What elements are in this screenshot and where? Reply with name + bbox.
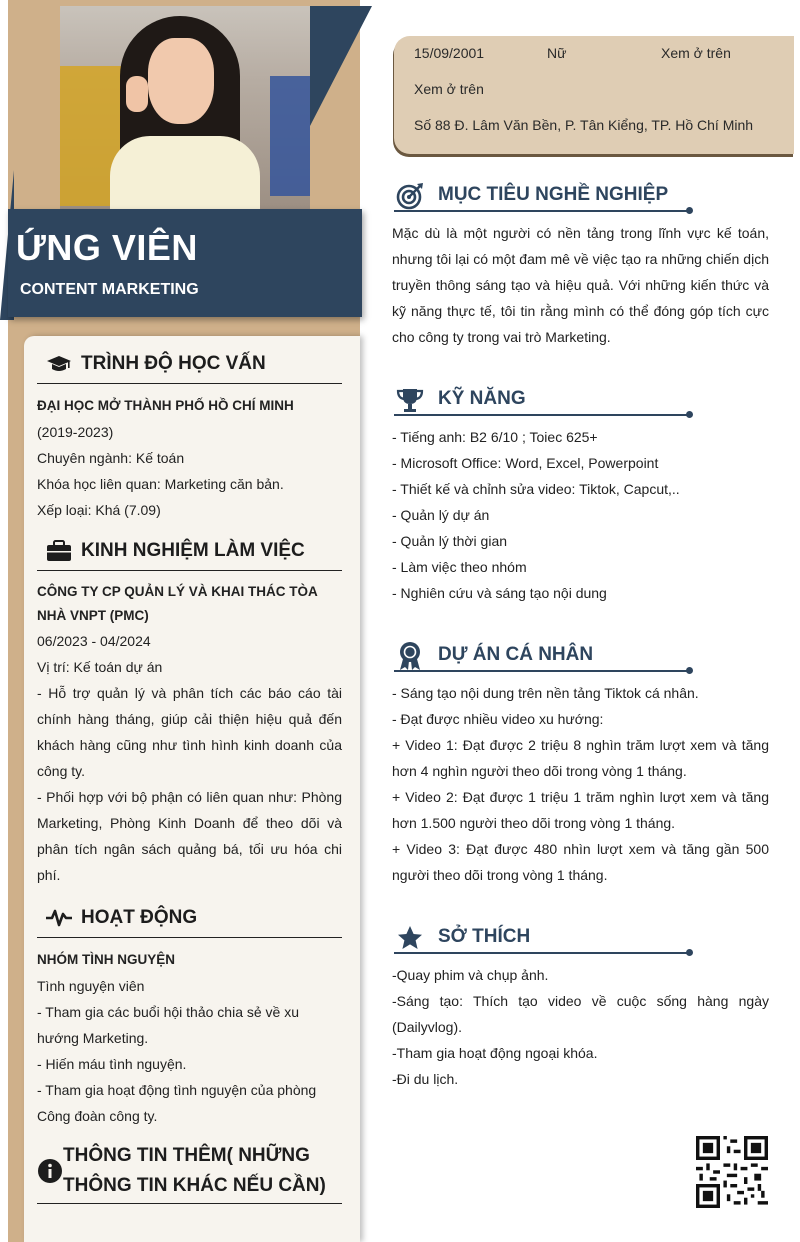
info-icon [37,1158,63,1184]
objective-header [394,176,694,216]
skills-title: KỸ NĂNG [438,388,526,409]
hobby-item: -Tham gia hoạt động ngoại khóa. [392,1045,598,1061]
info-dob: 15/09/2001 [414,45,485,61]
activity-item-2: - Hiến máu tình nguyện. [37,1056,187,1072]
activities-header [37,898,342,938]
skill-item: - Thiết kế và chỉnh sửa video: Tiktok, Capcut,.. [392,481,680,497]
name-banner [8,209,362,317]
info-phone: Xem ở trên [661,45,731,61]
school-name: ĐẠI HỌC MỞ THÀNH PHỐ HỒ CHÍ MINH [37,398,294,413]
project-line: + Video 1: Đạt được 2 triệu 8 nghìn trăm lượt xem và tăng hơn 4 nghìn người theo dõi trong vòng 1 tháng. [392,737,769,779]
skill-item: - Quản lý thời gian [392,533,508,549]
company-name: CÔNG TY CP QUẢN LÝ VÀ KHAI THÁC TÒA NHÀ VNPT (PMC) [37,584,318,623]
projects-title: DỰ ÁN CÁ NHÂN [438,644,594,665]
decorative-ribbon-right [310,6,372,126]
education-grade: Xếp loại: Khá (7.09) [37,502,161,518]
experience-header [37,531,342,571]
skills-header [394,380,694,420]
activity-item-1: - Tham gia các buổi hội thảo chia sẻ về xu hướng Marketing. [37,1004,300,1046]
work-duty-2: - Phối hợp với bộ phận có liên quan như: Phòng Marketing, Phòng Kinh Doanh để theo dõi và phân tích ngân sách quảng bá, tối ưu hóa chi phí. [37,789,342,883]
hobbies-header [394,918,694,958]
skill-item: - Microsoft Office: Word, Excel, Powerpoint [392,455,659,471]
work-position: Vị trí: Kế toán dự án [37,659,163,675]
education-title: TRÌNH ĐỘ HỌC VẤN [81,352,266,374]
info-gender: Nữ [547,45,567,61]
hobbies-content [392,962,769,1092]
project-line: + Video 2: Đạt được 1 triệu 1 trăm nghìn lượt xem và tăng hơn 1.500 người theo dõi trong vòng 1 tháng. [392,789,769,831]
trophy-icon [394,384,426,416]
more-info-header [37,1138,342,1204]
skill-item: - Làm việc theo nhóm [392,559,527,575]
qr-code [696,1136,768,1208]
objective-text: Mặc dù là một người có nền tảng trong lĩnh vực kế toán, nhưng tôi lại có một đam mê về việc tạo ra những chiến dịch truyền thông sáng tạo và hiệu quả. Với những kiến thức và kỹ năng thực tế, tôi tin rằng mình có thể đóng góp tích cực cho công ty trong vai trò Marketing. [392,225,769,345]
education-course: Khóa học liên quan: Marketing căn bản. [37,476,284,492]
skills-content [392,424,769,606]
project-line: - Sáng tạo nội dung trên nền tảng Tiktok cá nhân. [392,685,699,701]
candidate-role: CONTENT MARKETING [20,281,199,298]
activity-role: Tình nguyện viên [37,978,145,994]
skill-item: - Nghiên cứu và sáng tạo nội dung [392,585,607,601]
hobby-item: -Đi du lịch. [392,1071,459,1087]
briefcase-icon [37,540,81,562]
objective-content [392,220,769,350]
activity-org: NHÓM TÌNH NGUYỆN [37,952,175,967]
hobbies-title: SỞ THÍCH [438,926,531,947]
info-email: Xem ở trên [414,81,484,97]
personal-info-card [394,36,794,154]
projects-header [394,636,694,676]
work-period: 06/2023 - 04/2024 [37,633,151,649]
activity-item-3: - Tham gia hoạt động tình nguyện của phòng Công đoàn công ty. [37,1082,317,1124]
project-line: - Đạt được nhiều video xu hướng: [392,711,604,727]
profile-photo [60,6,310,210]
skill-item: - Quản lý dự án [392,507,490,523]
school-years: (2019-2023) [37,424,114,440]
graduation-cap-icon [37,354,81,374]
candidate-name: ỨNG VIÊN [16,227,198,268]
experience-content [37,580,342,888]
skill-item: - Tiếng anh: B2 6/10 ; Toiec 625+ [392,429,598,445]
education-major: Chuyên ngành: Kế toán [37,450,185,466]
activities-title: HOẠT ĐỘNG [81,906,198,928]
pulse-icon [37,908,81,928]
hobby-item: -Quay phim và chụp ảnh. [392,967,549,983]
education-header [37,344,342,384]
star-icon [394,922,426,954]
work-duty-1: - Hỗ trợ quản lý và phân tích các báo cáo tài chính hàng tháng, giúp cải thiện hiệu quả đến khách hàng cũng như tình hình kinh doanh của công ty. [37,685,342,779]
projects-content [392,680,769,888]
experience-title: KINH NGHIỆM LÀM VIỆC [81,539,305,561]
project-line: + Video 3: Đạt được 480 nhìn lượt xem và tăng gần 500 người theo dõi trong vòng 1 tháng. [392,841,769,883]
activities-content [37,947,342,1129]
hobby-item: -Sáng tạo: Thích tạo video về cuộc sống hàng ngày (Dailyvlog). [392,993,769,1035]
award-medal-icon [394,640,426,672]
education-content [37,393,342,523]
more-info-title: THÔNG TIN THÊM( NHỮNG THÔNG TIN KHÁC NẾU CẦN) [63,1144,326,1196]
target-icon [394,180,426,212]
objective-title: MỤC TIÊU NGHỀ NGHIỆP [438,184,669,205]
info-address: Số 88 Đ. Lâm Văn Bền, P. Tân Kiểng, TP. Hồ Chí Minh [414,117,754,133]
